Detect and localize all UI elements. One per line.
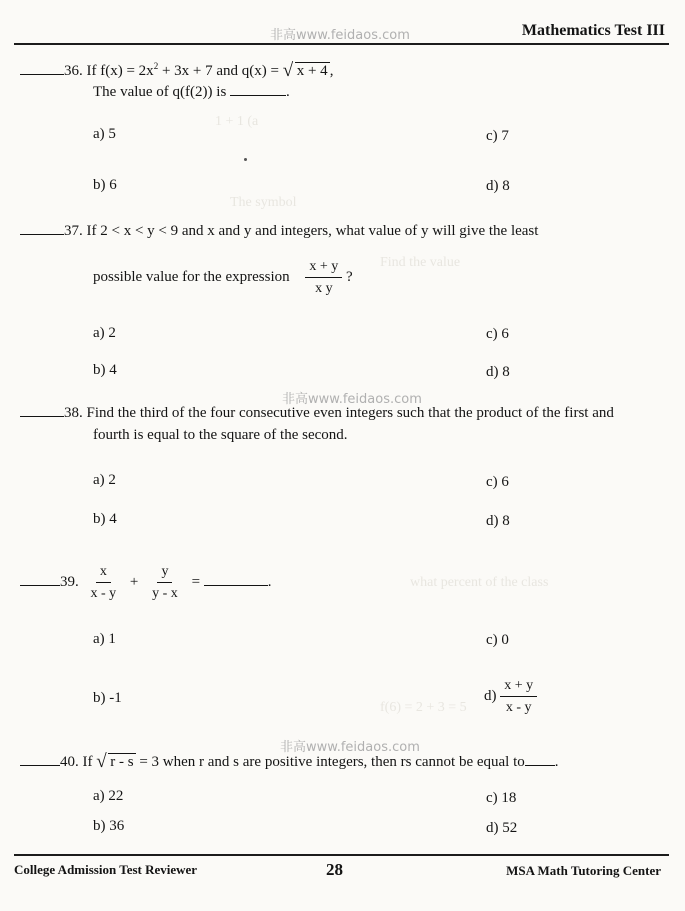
watermark-text: 非高www.feidaos.com: [282, 392, 422, 407]
question-number: 37.: [64, 223, 83, 239]
header-rule: [14, 43, 669, 45]
answer-blank[interactable]: [20, 585, 60, 586]
choice-a[interactable]: a) 22: [93, 788, 124, 804]
choice-d[interactable]: d) 8: [486, 513, 510, 529]
choice-d[interactable]: d) 8: [486, 364, 510, 380]
radical-sign: √: [282, 60, 294, 81]
answer-blank[interactable]: [20, 234, 64, 235]
question-39: [20, 563, 272, 602]
question-38: [20, 405, 614, 422]
answer-blank[interactable]: [20, 765, 60, 766]
equals-sign: =: [191, 573, 201, 590]
choice-c[interactable]: c) 6: [486, 326, 509, 342]
question-text: The value of q(f(2)) is: [93, 84, 227, 100]
question-number: 40.: [60, 754, 79, 770]
watermark-text: 非高www.feidaos.com: [280, 740, 420, 755]
answer-blank[interactable]: [230, 95, 286, 96]
speck-mark: [244, 158, 247, 161]
question-text: If 2 < x < y < 9 and x and y and integers, what value of y will give the least: [86, 223, 539, 239]
question-37-line2: [93, 258, 353, 297]
footer-rule: [14, 854, 669, 856]
choice-c[interactable]: c) 18: [486, 790, 517, 806]
choice-b[interactable]: b) 4: [93, 362, 117, 378]
footer-book-title: College Admission Test Reviewer: [14, 862, 198, 877]
question-number: 39.: [60, 573, 79, 590]
exponent: 2: [153, 61, 159, 71]
choice-b[interactable]: b) 4: [93, 511, 117, 527]
answer-blank[interactable]: [204, 585, 268, 586]
plus-sign: +: [129, 573, 139, 590]
fraction-denominator: x - y: [90, 586, 117, 601]
answer-blank[interactable]: [20, 74, 64, 75]
question-text: possible value for the expression: [93, 268, 290, 285]
fraction-numerator: x: [96, 563, 111, 583]
choice-c[interactable]: c) 7: [486, 128, 509, 144]
question-38-line2: fourth is equal to the square of the second.: [93, 427, 348, 443]
radical-sign: √: [96, 751, 107, 772]
radicand: r - s: [110, 754, 134, 770]
question-text: ?: [346, 268, 353, 285]
radicand: x + 4: [296, 63, 328, 79]
fraction-denominator: y - x: [152, 586, 178, 601]
square-root-expression: [96, 751, 135, 772]
question-text: If f(x) = 2x: [86, 63, 154, 79]
question-36: [20, 61, 333, 80]
question-text: = 3 when r and s are positive integers, then rs cannot be equal to: [139, 754, 525, 770]
choice-b[interactable]: b) -1: [93, 690, 122, 706]
choice-d[interactable]: d) 8: [486, 178, 510, 194]
fraction-numerator: x + y: [305, 258, 342, 278]
answer-blank[interactable]: [20, 416, 64, 417]
question-text: + 3x + 7 and q(x) =: [158, 63, 283, 79]
question-text: .: [267, 573, 272, 590]
answer-blank[interactable]: [525, 765, 555, 766]
fraction-numerator: x + y: [500, 677, 537, 697]
choice-a[interactable]: a) 5: [93, 126, 116, 142]
choice-a[interactable]: a) 2: [93, 472, 116, 488]
question-text: If: [82, 754, 93, 770]
choice-d-fraction: [500, 677, 537, 716]
question-number: 36.: [64, 63, 83, 79]
fraction-denominator: x - y: [505, 700, 532, 715]
choice-b[interactable]: b) 6: [93, 177, 117, 193]
question-37: [20, 223, 538, 240]
question-text: .: [286, 84, 290, 100]
page-number: 28: [326, 860, 343, 879]
question-text: Find the third of the four consecutive even integers such that the product of the first and: [86, 405, 614, 421]
choice-d[interactable]: d) 52: [486, 820, 518, 836]
watermark-text: 非高www.feidaos.com: [270, 28, 410, 43]
choice-a[interactable]: a) 2: [93, 325, 116, 341]
bleed-through-mark: what percent of the class: [410, 575, 549, 590]
footer-publisher: MSA Math Tutoring Center: [506, 863, 661, 878]
choice-c[interactable]: c) 0: [486, 632, 509, 648]
choice-b[interactable]: b) 36: [93, 818, 125, 834]
question-36-line2: [93, 84, 290, 101]
fraction-x-over-x-minus-y: [87, 563, 121, 602]
fraction-denominator: x y: [315, 281, 333, 296]
square-root-expression: [282, 60, 330, 81]
expression-fraction: [305, 258, 342, 297]
choice-label: d): [484, 687, 497, 704]
question-text: .: [554, 754, 559, 770]
fraction-y-over-y-minus-x: [148, 563, 182, 602]
bleed-through-mark: f(6) = 2 + 3 = 5: [380, 700, 467, 715]
bleed-through-mark: 1 + 1 (a: [215, 114, 259, 129]
choice-d[interactable]: [484, 677, 537, 716]
choice-c[interactable]: c) 6: [486, 474, 509, 490]
question-number: 38.: [64, 405, 83, 421]
choice-a[interactable]: a) 1: [93, 631, 116, 647]
page-header-title: Mathematics Test III: [521, 22, 665, 39]
question-text: ,: [329, 63, 334, 79]
bleed-through-mark: Find the value: [380, 255, 461, 270]
question-40: [20, 751, 559, 772]
bleed-through-mark: The symbol: [230, 195, 297, 210]
fraction-numerator: y: [157, 563, 172, 583]
